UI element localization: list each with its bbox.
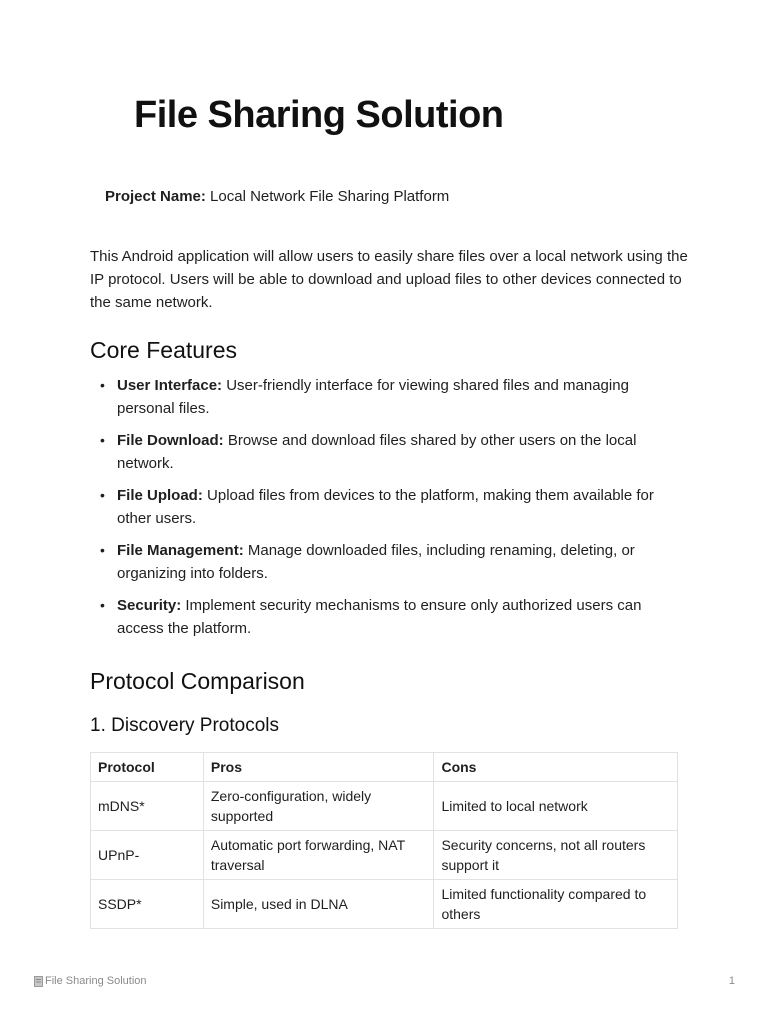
page-title: File Sharing Solution [134, 94, 504, 136]
protocol-table [90, 752, 678, 929]
feature-text: User-friendly interface for viewing shared files and managing personal files. [117, 377, 629, 417]
project-name-value: Local Network File Sharing Platform [210, 188, 450, 205]
column-header-cons: Cons [434, 753, 678, 782]
feature-text: Browse and download files shared by other users on the local network. [117, 432, 637, 472]
feature-item [90, 594, 680, 640]
cons-cell: Security concerns, not all routers support it [434, 831, 678, 880]
table-row [91, 880, 678, 929]
feature-text: Manage downloaded files, including renaming, deleting, or organizing into folders. [117, 542, 635, 582]
feature-label: File Management: [117, 542, 244, 559]
pros-cell: Automatic port forwarding, NAT traversal [203, 831, 434, 880]
intro-paragraph: This Android application will allow users to easily share files over a local network using the IP protocol. Users will be able to download and upload files to other devices connected to the same network. [90, 248, 688, 311]
feature-item [90, 429, 680, 475]
feature-item [90, 539, 680, 585]
project-name-line [105, 187, 449, 207]
cons-cell: Limited to local network [434, 782, 678, 831]
bullet-icon: • [100, 542, 105, 558]
protocol-cell: UPnP- [91, 831, 204, 880]
pros-cell: Zero-configuration, widely supported [203, 782, 434, 831]
bullet-icon: • [100, 487, 105, 503]
feature-text: Upload files from devices to the platform, making them available for other users. [117, 487, 654, 527]
column-header-pros: Pros [203, 753, 434, 782]
feature-label: Security: [117, 597, 182, 614]
column-header-protocol: Protocol [91, 753, 204, 782]
feature-label: File Download: [117, 432, 224, 449]
pros-cell: Simple, used in DLNA [203, 880, 434, 929]
page-number: 1 [728, 975, 735, 987]
footer-doc-title: File Sharing Solution [45, 975, 147, 987]
protocol-cell: mDNS* [91, 782, 204, 831]
bullet-icon: • [100, 597, 105, 613]
protocol-comparison-heading: Protocol Comparison [90, 668, 305, 694]
bullet-icon: • [100, 432, 105, 448]
core-features-heading: Core Features [90, 337, 238, 363]
table-row [91, 782, 678, 831]
cons-cell: Limited functionality compared to others [434, 880, 678, 929]
feature-item [90, 374, 680, 420]
feature-label: File Upload: [117, 487, 203, 504]
document-icon [34, 976, 43, 987]
feature-item [90, 484, 680, 530]
bullet-icon: • [100, 377, 105, 393]
core-features-list [90, 374, 680, 649]
feature-label: User Interface: [117, 377, 223, 394]
discovery-protocols-heading: 1. Discovery Protocols [90, 715, 280, 736]
feature-text: Implement security mechanisms to ensure only authorized users can access the platform. [117, 597, 642, 637]
project-name-label: Project Name: [105, 188, 206, 205]
footer [34, 975, 147, 987]
table-header-row [91, 753, 678, 782]
protocol-cell: SSDP* [91, 880, 204, 929]
table-row [91, 831, 678, 880]
